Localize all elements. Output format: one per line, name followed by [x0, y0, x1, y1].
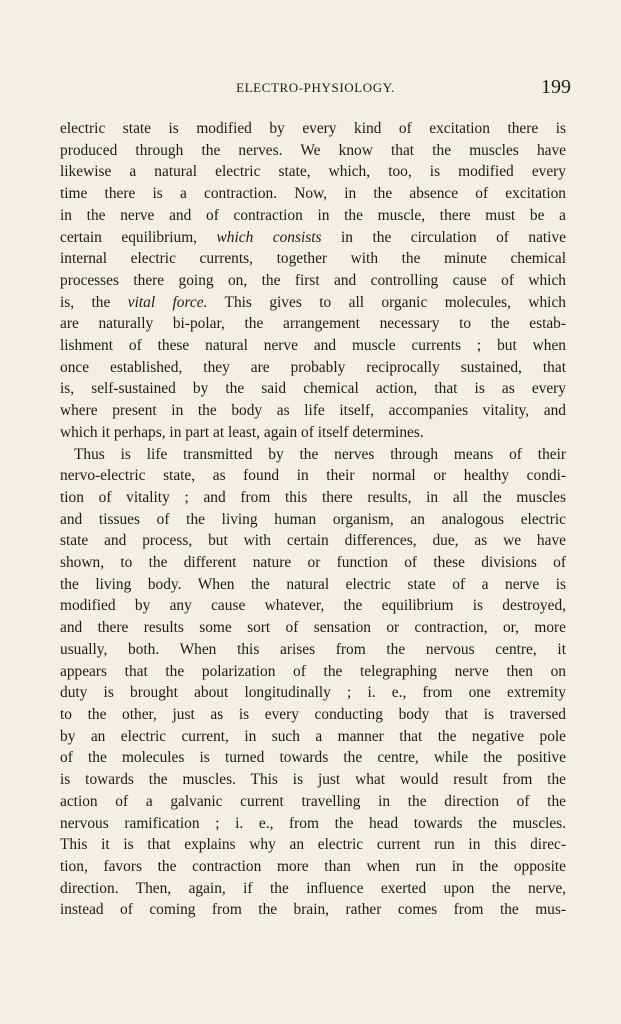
text-run: usually, both. When this arises from the nervous centre, it [60, 640, 566, 658]
text-line [60, 378, 566, 400]
text-run: where present in the body as life itself, accompanies vitality, and [60, 402, 566, 420]
paragraph [60, 118, 566, 444]
text-line [60, 617, 566, 639]
text-line [60, 140, 566, 162]
text-run: shown, to the different nature or function of these divisions of [60, 554, 566, 572]
text-line [60, 422, 566, 444]
text-run: electric state is modified by every kind of excitation there is [60, 120, 566, 137]
text-run: are naturally bi-polar, the arrangement necessary to the estab- [60, 315, 566, 333]
text-run: appears that the polarization of the telegraphing nerve then on [60, 662, 566, 680]
paragraph [60, 444, 566, 921]
text-line [60, 813, 566, 835]
text-line [60, 726, 566, 748]
text-run: lishment of these natural nerve and muscle currents ; but when [60, 337, 566, 355]
body-text [60, 118, 566, 921]
text-line [60, 509, 566, 531]
text-line [60, 292, 566, 314]
text-run: Thus is life transmitted by the nerves through means of their [74, 445, 566, 463]
text-run: tion, favors the contraction more than when run in the opposite [60, 857, 566, 875]
text-line [60, 834, 566, 856]
text-run: duty is brought about longitudinally ; i. e., from one extremity [60, 684, 566, 702]
text-line [60, 682, 566, 704]
page-number: 199 [541, 76, 571, 98]
text-run: processes there going on, the first and controlling cause of which [60, 271, 566, 289]
text-line [60, 270, 566, 292]
text-run: is, the [60, 293, 128, 311]
text-run: state and process, but with certain differences, due, as we have [60, 532, 566, 550]
text-line [60, 400, 566, 422]
text-run: and there results some sort of sensation or contraction, or, more [60, 619, 566, 637]
text-run: tion of vitality ; and from this there results, in all the muscles [60, 488, 566, 506]
text-line [60, 747, 566, 769]
text-line [60, 639, 566, 661]
text-run: to the other, just as is every conducting body that is traversed [60, 705, 566, 723]
text-line [60, 552, 566, 574]
text-line [60, 248, 566, 270]
text-line [60, 899, 566, 921]
text-line [60, 856, 566, 878]
text-line [60, 791, 566, 813]
text-line [60, 487, 566, 509]
text-run: internal electric currents, together with the minute chemical [60, 250, 566, 268]
text-line [60, 118, 566, 140]
text-run: is, self-sustained by the said chemical action, that is as every [60, 380, 566, 398]
text-line [60, 357, 566, 379]
text-line [60, 704, 566, 726]
text-run: direction. Then, again, if the influence exerted upon the nerve, [60, 879, 566, 897]
text-line [60, 444, 566, 466]
text-line [60, 313, 566, 335]
text-line [60, 595, 566, 617]
italic-phrase: which consists [216, 228, 322, 246]
text-run: This gives to all organic molecules, which [207, 293, 566, 311]
text-line [60, 574, 566, 596]
text-run: This it is that explains why an electric current run in this direc- [60, 836, 566, 854]
text-run: by an electric current, in such a manner that the negative pole [60, 727, 566, 745]
italic-phrase: vital force. [127, 293, 208, 311]
text-line [60, 661, 566, 683]
text-line [60, 878, 566, 900]
running-head: ELECTRO-PHYSIOLOGY. [236, 80, 395, 95]
text-run: produced through the nerves. We know that the muscles have [60, 141, 566, 159]
text-run: in the nerve and of contraction in the muscle, there must be a [60, 206, 566, 224]
text-run: instead of coming from the brain, rather comes from the mus- [60, 901, 566, 919]
text-run: is towards the muscles. This is just what would result from the [60, 771, 566, 789]
text-run: modified by any cause whatever, the equilibrium is destroyed, [60, 597, 566, 615]
text-run: once established, they are probably reciprocally sustained, that [60, 358, 566, 376]
text-run: nervous ramification ; i. e., from the head towards the muscles. [60, 814, 566, 832]
text-run: action of a galvanic current travelling in the direction of the [60, 792, 566, 810]
text-run: the living body. When the natural electric state of a nerve is [60, 575, 566, 593]
text-line [60, 769, 566, 791]
text-run: likewise a natural electric state, which, too, is modified every [60, 163, 566, 181]
text-line [60, 205, 566, 227]
text-line [60, 227, 566, 249]
text-run: nervo-electric state, as found in their normal or healthy condi- [60, 467, 566, 485]
text-run: time there is a contraction. Now, in the absence of excitation [60, 185, 566, 203]
text-line [60, 183, 566, 205]
text-run: certain equilibrium, [60, 228, 217, 246]
text-line [60, 465, 566, 487]
text-line [60, 335, 566, 357]
text-run: in the circulation of native [321, 228, 566, 246]
text-run: of the molecules is turned towards the centre, while the positive [60, 749, 566, 767]
text-line [60, 161, 566, 183]
text-line [60, 530, 566, 552]
page-header [60, 76, 571, 100]
text-run: which it perhaps, in part at least, again of itself determines. [60, 423, 424, 441]
text-run: and tissues of the living human organism, an analogous electric [60, 510, 566, 528]
